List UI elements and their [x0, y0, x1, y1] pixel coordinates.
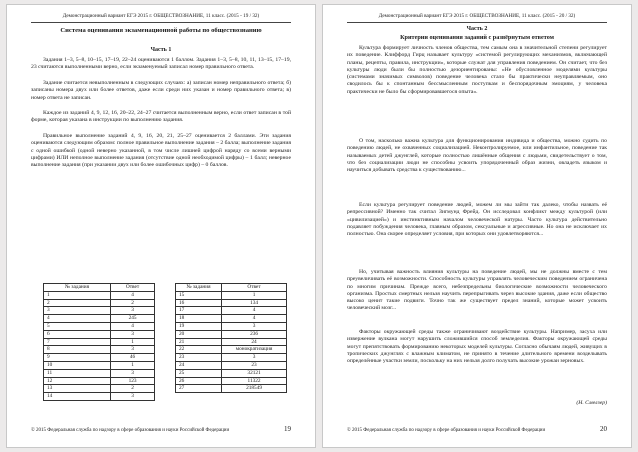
- part-heading: Часть 2: [466, 26, 488, 32]
- section-title: Система оценивания экзаменационной работы по обществознанию: [60, 27, 262, 34]
- task-number: 4: [44, 315, 111, 323]
- paragraph: Факторы окружающей среды также ограничивают воздействие культуры. Например, засуха или извержение вулкана могут нарушить сложившийся способ земледелия. Факторы окружающей среды могут препятствовать формированию некоторых моделей культуры. Согласно обычаям людей, живущих в тропических джунглях с влажным климатом, не принято в течение длительного времени возделывать определённые участки земли, поскольку на них нельзя долго получать высокие урожаи зерновых.: [347, 329, 607, 364]
- table-row: [44, 338, 155, 346]
- table-row: [176, 330, 287, 338]
- page-header: Демонстрационный вариант ЕГЭ 2015 г. ОБЩЕСТВОЗНАНИЕ, 11 класс. (2015 - 20 / 32): [378, 13, 576, 19]
- answer-value: 4: [222, 315, 287, 323]
- task-number: 27: [176, 385, 222, 393]
- table-row: [176, 346, 287, 354]
- page-20: [322, 4, 632, 448]
- table-row: [44, 315, 155, 323]
- paragraph: Но, учитывая важность влияния культуры на поведение людей, мы не должны вместе с тем преувеличивать её возможности. Способность культуры управлять человеческим поведением ограничена по многим причинам. Прежде всего, небезпредельны биологические возможности человеческого организма. Простых смертных нельзя научить перепрыгивать через высокие здания, даже если общество высоко ценит такие подвиги. Точно так же существует предел знаний, которые может усвоить человеческий мозг...: [347, 269, 607, 312]
- answers-table-1: [43, 283, 155, 401]
- task-number: 26: [176, 377, 222, 385]
- table-row: [176, 322, 287, 330]
- answer-value: 3: [111, 346, 155, 354]
- page-number: 20: [600, 425, 607, 433]
- table-row: [176, 338, 287, 346]
- answer-value: 24: [222, 338, 287, 346]
- task-number: 7: [44, 338, 111, 346]
- paragraph: Каждое из заданий 4, 9, 12, 16, 20–22, 24–27 считается выполненным верно, если ответ записан в той форме, которая указана в инструкции по выполнению задания.: [31, 110, 291, 124]
- task-number: 12: [44, 377, 111, 385]
- answer-value: 4: [111, 322, 155, 330]
- answer-value: монократизация: [222, 346, 287, 354]
- table-row: [44, 369, 155, 377]
- part-heading: Часть 1: [150, 47, 172, 53]
- task-number: 5: [44, 322, 111, 330]
- table-row: [44, 322, 155, 330]
- column-header: № задания: [44, 284, 111, 292]
- table-row: [176, 354, 287, 362]
- table-row: [176, 315, 287, 323]
- task-number: 16: [176, 299, 222, 307]
- table-row: [176, 385, 287, 393]
- answer-value: 3: [111, 393, 155, 401]
- table-row: [44, 346, 155, 354]
- table-row: [44, 299, 155, 307]
- paragraph: Задание считается невыполненным в следующих случаях: а) записан номер неправильного ответа; б) записаны номера двух или более ответов, даже если среди них указан и номер правильного ответа; в) номер ответа не записан.: [31, 80, 291, 101]
- page-header: Демонстрационный вариант ЕГЭ 2015 г. ОБЩЕСТВОЗНАНИЕ, 11 класс. (2015 - 19 / 32): [62, 13, 260, 19]
- answer-value: 134: [222, 299, 287, 307]
- table-row: [44, 361, 155, 369]
- page-19: [6, 4, 316, 448]
- answer-value: 123: [111, 377, 155, 385]
- table-row: [176, 307, 287, 315]
- task-number: 13: [44, 385, 111, 393]
- task-number: 23: [176, 354, 222, 362]
- answer-value: 245: [111, 315, 155, 323]
- answer-value: 3: [111, 369, 155, 377]
- page-number: 19: [284, 425, 291, 433]
- answer-value: 3: [111, 307, 155, 315]
- paragraph: О том, насколько важна культура для функционирования индивида и общества, можно судить по поведению людей, не охваченных социализацией. Неконтролируемое, или инфантильное, поведение так называемых детей джунглей, которые полностью лишённые общения с людьми, свидетельствует о том, что без социализации люди не способны усвоить упорядоченный образ жизни, овладеть языком и научиться добывать средства к существованию...: [347, 138, 607, 173]
- paragraph: Правильное выполнение заданий 4, 9, 16, 20, 21, 25–27 оценивается 2 баллами. Эти задания оцениваются следующим образом: полное правильное выполнение задания – 2 балла; выполнение задания с одной ошибкой (одной неверно указанной, в том числе лишней цифрой наряду со всеми верными цифрами) ИЛИ неполное выполнение задания (отсутствие одной необходимой цифры) – 1 балл; неверное выполнение задания (при указании двух или более ошибочных цифр) – 0 баллов.: [31, 133, 291, 168]
- copyright-text: © 2015 Федеральная служба по надзору в сфере образования и науки Российской Федерации: [347, 428, 546, 433]
- answer-value: 11322: [222, 377, 287, 385]
- task-number: 9: [44, 354, 111, 362]
- task-number: 14: [44, 393, 111, 401]
- answer-value: 23: [222, 361, 287, 369]
- answer-value: 46: [111, 354, 155, 362]
- answer-value: 2: [111, 299, 155, 307]
- table-row: [44, 385, 155, 393]
- task-number: 18: [176, 315, 222, 323]
- answer-value: 218549: [222, 385, 287, 393]
- header-divider: [31, 22, 291, 23]
- page-footer: [31, 425, 291, 433]
- task-number: 25: [176, 369, 222, 377]
- answer-value: 3: [222, 322, 287, 330]
- section-title: Критерии оценивания заданий с развёрнутым ответом: [400, 34, 554, 41]
- table-row: [176, 361, 287, 369]
- task-number: 21: [176, 338, 222, 346]
- answer-value: 3: [222, 354, 287, 362]
- table-row: [44, 393, 155, 401]
- table-row: [44, 377, 155, 385]
- table-row: [44, 291, 155, 299]
- table-row: [44, 354, 155, 362]
- task-number: 22: [176, 346, 222, 354]
- task-number: 3: [44, 307, 111, 315]
- answer-value: 4: [111, 291, 155, 299]
- answer-value: 1: [111, 361, 155, 369]
- table-row: [44, 330, 155, 338]
- table-row: [176, 299, 287, 307]
- task-number: 24: [176, 361, 222, 369]
- task-number: 15: [176, 291, 222, 299]
- answers-table-2: [175, 283, 287, 393]
- column-header: № задания: [176, 284, 222, 292]
- column-header: Ответ: [222, 284, 287, 292]
- answer-value: 3: [111, 330, 155, 338]
- page-footer: [347, 425, 607, 433]
- answer-value: 2: [111, 385, 155, 393]
- task-number: 19: [176, 322, 222, 330]
- answer-value: 32121: [222, 369, 287, 377]
- table-row: [176, 369, 287, 377]
- answer-value: 4: [222, 307, 287, 315]
- copyright-text: © 2015 Федеральная служба по надзору в сфере образования и науки Российской Федерации: [31, 428, 230, 433]
- task-number: 10: [44, 361, 111, 369]
- task-number: 1: [44, 291, 111, 299]
- answer-value: 1: [111, 338, 155, 346]
- table-row: [176, 377, 287, 385]
- task-number: 11: [44, 369, 111, 377]
- paragraph: Если культура регулирует поведение людей, можем ли мы зайти так далеко, чтобы назвать её репрессивной? Именно так считал Зигмунд Фрейд. Он исследовал конфликт между культурой (или «цивилизацией») и инстинктивным началом человеческой натуры. Часто культура действительно подавляет побуждения человека, главным образом, сексуальные и агрессивные. Но она не исключает их полностью. Она скорее определяет условия, при которых они удовлетворяются...: [347, 202, 607, 237]
- task-number: 8: [44, 346, 111, 354]
- column-header: Ответ: [111, 284, 155, 292]
- task-number: 6: [44, 330, 111, 338]
- table-row: [44, 307, 155, 315]
- task-number: 20: [176, 330, 222, 338]
- header-divider: [347, 22, 607, 23]
- answer-value: 236: [222, 330, 287, 338]
- paragraph: Задания 1–3, 5–8, 10–15, 17–19, 22–24 оцениваются 1 баллом. Задания 1–3, 5–8, 10, 11, 13–15, 17–19, 23 считаются выполненными верно, если экзаменуемый записал номер правильного ответа.: [31, 57, 291, 71]
- table-row: [176, 291, 287, 299]
- author-attribution: (Н. Смелзер): [576, 400, 607, 406]
- answer-value: 1: [222, 291, 287, 299]
- task-number: 17: [176, 307, 222, 315]
- paragraph: Культура формирует личность членов общества, тем самым она в значительной степени регулирует их поведение. Клиффорд Гирц называет культуру «системой регулирующих механизмов, включающей планы, рецепты, правила, инструкции», которые служат для управления поведением. Он считает, что без культуры люди были бы полностью дезориентированы: «Не обусловленное моделями культуры (системами значимых символов) поведение человека стало бы практически неуправляемым, оно сводилось бы к спонтанным бессмысленным поступкам и беспорядочным эмоциям, у человека практически не было бы сформировавшегося опыта».: [347, 45, 607, 95]
- task-number: 2: [44, 299, 111, 307]
